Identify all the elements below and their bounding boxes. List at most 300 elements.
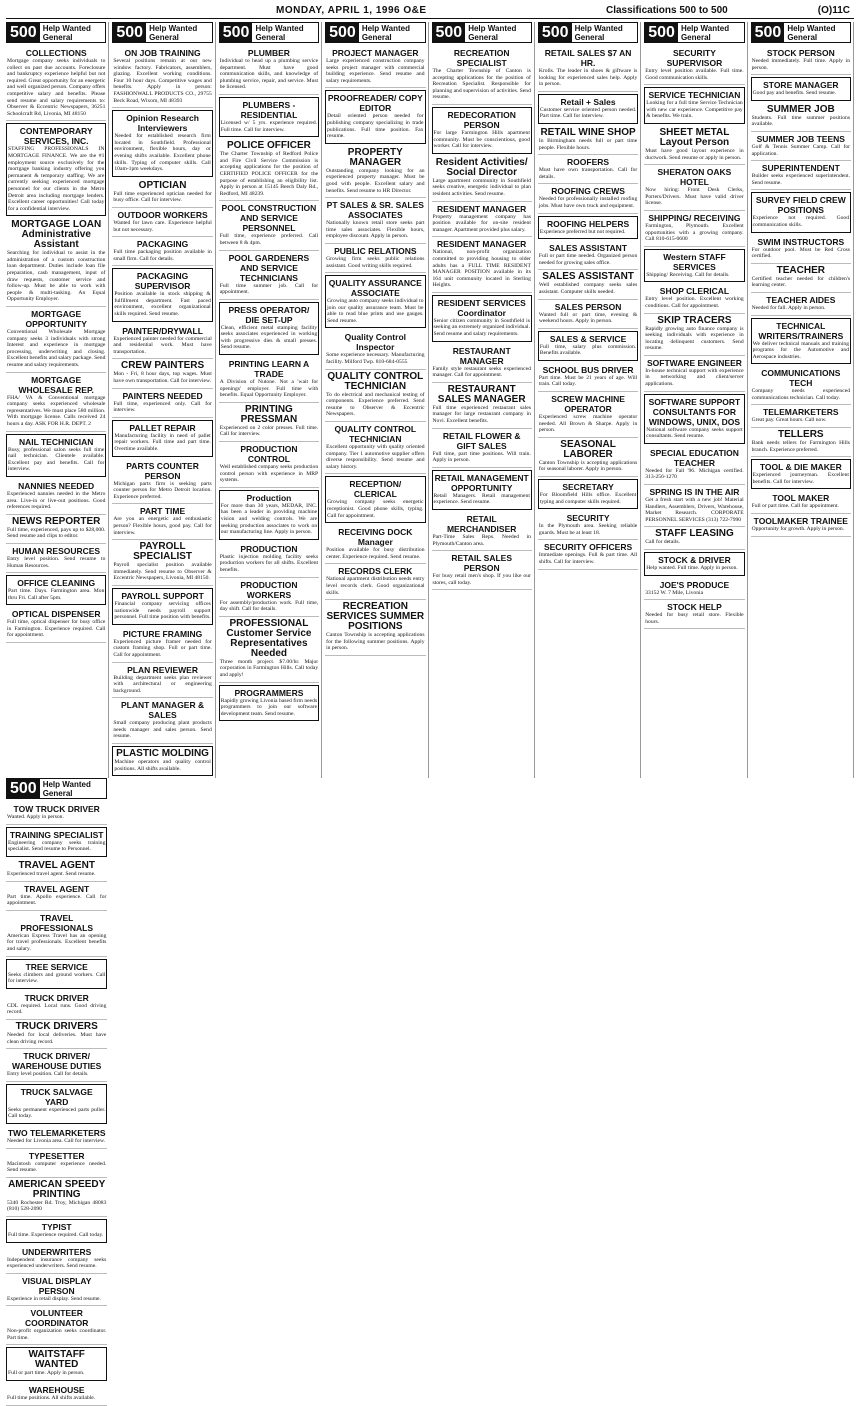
ad-body: Michigan parts firm is seeking parts counter person for Metro Detroit location. Experience preferred. [113, 480, 212, 500]
classified-ad [751, 46, 851, 75]
banner-label: Help Wanted General [42, 779, 91, 798]
ad-heading: VOLUNTEER COORDINATOR [24, 1308, 89, 1329]
classified-ad [751, 293, 851, 316]
ad-heading: SPRING IS IN THE AIR [649, 487, 740, 498]
ad-body: Full time experienced restaurant sales manager for large restaurant company in Novi. Excellent benefits. [432, 404, 531, 425]
ad-heading: NAIL TECHNICIAN [18, 436, 94, 447]
section-banner [112, 22, 212, 43]
classified-ad [219, 201, 319, 250]
ad-heading: QUALITY ASSURANCE ASSOCIATE [328, 278, 422, 299]
classified-ad [325, 90, 425, 143]
ad-heading: PLANT MANAGER & SALES [121, 700, 205, 721]
ad-body: Help wanted. Full time. Apply in person. [646, 565, 738, 571]
classified-ad [6, 959, 107, 989]
ad-body: Family style restaurant seeks experienced manager. Call for appointment. [432, 365, 531, 379]
banner-number: 500 [220, 23, 253, 42]
ad-heading: TRAVEL AGENT [18, 860, 95, 872]
ad-heading: SECRETARY [562, 482, 614, 493]
ad-body: Needed immediately. Full time. Apply in person. [751, 58, 850, 71]
ad-body: Seeks climbers and ground workers. Call for interview. [8, 971, 106, 985]
classified-ad [6, 373, 106, 432]
classified-ad [325, 370, 425, 422]
ad-body: Well established company seeks sales assistant. Computer skills needed. [538, 282, 638, 295]
ad-heading: RESIDENT SERVICES Coordinator [437, 297, 526, 318]
ad-body: Payroll specialist position available immediately. Send resume to Observer & Eccentric Newspapers, Livonia, MI 48150. [113, 562, 212, 582]
ad-body: Entry level position. Send resume to Human Resources. [7, 555, 106, 569]
ad-body: Some experience necessary. Manufacturing facility. Milford Twp. 810-684-0555 [326, 352, 425, 366]
ad-body: Full time summer job. Call for appointment. [219, 282, 319, 296]
ad-body: Plastic injection molding facility seeks production workers for all shifts. Excellent benefits. [219, 553, 319, 573]
ad-heading: TOOL & DIE MAKER [759, 462, 842, 473]
ad-heading: TRAVEL AGENT [24, 883, 90, 894]
ad-heading: RECREATION SPECIALIST [453, 48, 510, 68]
classified-ad [325, 275, 425, 328]
classified-ad [6, 859, 107, 882]
ad-body: Macintosh computer experience needed. Send resume. [7, 1160, 107, 1174]
ad-heading: ROOFING CREWS [551, 186, 625, 197]
classified-ad [219, 442, 319, 488]
ad-heading: PROJECT MANAGER [332, 48, 419, 58]
ad-heading: RECEIVING DOCK Manager [338, 527, 413, 548]
classified-ad [219, 302, 319, 355]
classified-ad [112, 420, 212, 457]
ad-heading: SUMMER JOB [766, 103, 835, 115]
classified-ad [6, 1245, 107, 1274]
ad-heading: PLUMBER [247, 48, 290, 58]
banner-label: Help Wanted General [680, 23, 730, 42]
ad-body: In-house technical support with experience in networking and client/server applications. [645, 367, 744, 388]
classified-columns [6, 22, 854, 1402]
classified-ad [6, 802, 107, 825]
classified-ad [538, 300, 638, 329]
classified-ad [219, 542, 319, 578]
ad-body: Machine operators and quality control positions. All shifts available. [114, 759, 211, 772]
ad-heading: TRAINING SPECIALIST [9, 829, 104, 840]
ad-body: Several positions remain at our new window factory. Fabricators, assemblers, glazing. Excellent working conditions. Four 10 hour days. Competitive wages and benefits. Apply in person: FASHIONWALL PRODUCTS CO., 29755 Beck Road, Wixom, MI 48393 [113, 58, 212, 104]
ad-heading: OPTICAL DISPENSER [11, 609, 101, 620]
ad-heading: RETAIL MERCHANDISER [446, 514, 517, 534]
classified-column [432, 22, 535, 778]
ad-heading: WAITSTAFF WANTED [28, 1349, 85, 1371]
ad-heading: SURVEY FIELD CREW POSITIONS [755, 195, 846, 216]
banner-number: 500 [539, 23, 572, 42]
ad-body: Searching for individual to assist in the administration of a custom construction loan department. Duties include loan file preparation, cash management, input of draw requests, customer service and follow-up. Must be able to work with people & multi-tasking. An Equal Opportunity Employer. [7, 250, 106, 303]
ad-body: Krolls. The leader in shoes & giftware is looking for experienced sales help. Apply in person. [538, 68, 638, 88]
classified-ad [6, 1274, 107, 1307]
ad-body: Part time. Days. Farmington area. Mon thru Fri. Call after 5pm. [8, 588, 105, 601]
ad-body: Good pay and benefits. Send resume. [752, 90, 837, 97]
classified-ad [751, 405, 851, 428]
ad-body: Looking for a full time Service Technician with new car experience. Competitive pay & benefits. We train. [646, 100, 743, 120]
banner-number: 500 [113, 23, 146, 42]
ad-body: Position available in stock shipping & fulfillment department. Fast paced environment, excellent organizational skills required. Send resume. [114, 291, 211, 318]
ad-body: Entry level position. Excellent working conditions. Call for appointment. [645, 296, 744, 309]
ad-body: Full time. Experience required. Call today. [8, 1231, 104, 1238]
banner-label: Help Wanted General [574, 23, 623, 42]
ad-body: Part time. Apollo experience. Call for appointment. [7, 893, 107, 907]
classified-ad [6, 1383, 107, 1406]
classified-ad [751, 459, 851, 489]
classified-ad [538, 126, 638, 155]
classified-ad [432, 344, 532, 383]
ad-heading: RECORDS CLERK [338, 566, 413, 577]
ad-body: Full or part time. Call for appointment. [751, 503, 839, 510]
classified-ad [112, 237, 212, 266]
ad-heading: SCREW MACHINE OPERATOR [551, 394, 625, 415]
classified-ad [432, 512, 532, 551]
ad-heading: CONTEMPORARY SERVICES, INC. [19, 126, 93, 147]
ad-body: Needed for busy retail store. Flexible hours. [645, 612, 744, 625]
ad-heading: Quality Control Inspector [344, 332, 406, 353]
ad-body: Now hiring: Front Desk Clerks, Porters/Drivers. Must have valid driver license. [645, 187, 744, 207]
ad-heading: SHEET METAL Layout Person [659, 126, 730, 148]
ad-body: Must have good layout experience in ductwork. Send resume or apply in person. [645, 147, 744, 161]
ad-body: Entry level position. Call for details. [7, 1071, 89, 1078]
ad-body: Position available for busy distribution center. Experience required. Send resume. [326, 547, 425, 560]
classified-ad [219, 685, 319, 722]
classified-ad [219, 617, 319, 683]
ad-body: Property management company has position available for on-site resident manager. Apartment provided plus salary. [432, 213, 531, 233]
ad-heading: SERVICE TECHNICIAN [648, 90, 741, 101]
classified-ad [6, 515, 106, 544]
ad-body: Experienced journeyman. Excellent benefits. Call for interview. [752, 472, 849, 485]
classified-ad [644, 211, 744, 247]
ad-body: Nationally known retail store seeks part time sales associates. Flexible hours, employee discount. Apply in person. [326, 220, 425, 240]
ad-heading: SALES ASSISTANT [549, 243, 628, 254]
classified-ad [644, 314, 744, 356]
classified-ad [644, 552, 744, 576]
ad-heading: QUALITY CONTROL TECHNICIAN [327, 370, 424, 392]
ad-body: Customer service oriented person needed. Part time. Call for interview. [539, 106, 637, 120]
ad-heading: PRESS OPERATOR/ DIE SET-UP [228, 304, 310, 325]
classified-ad [538, 46, 638, 92]
ad-heading: UNDERWRITERS [22, 1246, 92, 1257]
ad-heading: HUMAN RESOURCES [12, 545, 101, 556]
ad-body: Experienced screw machine operator needed. All Brown & Sharpe. Apply in person. [538, 414, 638, 434]
ad-body: 33152 W. 7 Mile, Livonia [645, 589, 704, 596]
ad-body: Get a fresh start with a new job! Material Handlers, Assemblers, Drivers, Warehouse, Market Research. CORPORATE PERSONNEL SERVICES (313) 722-7990 [645, 497, 744, 523]
ad-body: Full time, part time positions. Will train. Apply in person. [432, 450, 531, 464]
classified-ad [538, 184, 638, 213]
ad-heading: PROGRAMMERS [234, 687, 304, 698]
ad-heading: ROOFERS [567, 157, 610, 168]
ad-heading: PRINTING PRESSMAN [240, 403, 298, 425]
classified-ad [538, 94, 638, 124]
ad-body: Full time experienced optician needed for busy office. Call for interview. [113, 190, 212, 204]
ad-heading: TRUCK SALVAGE YARD [20, 1086, 93, 1107]
ad-heading: STOCK HELP [667, 602, 722, 613]
ad-body: Wanted for lawn care. Experience helpful but not necessary. [113, 219, 212, 233]
ad-heading: SOFTWARE SUPPORT CONSULTANTS FOR WINDOWS, UNIX, DOS [648, 396, 741, 427]
page-number: (O)11C [817, 5, 850, 16]
ad-body: Growing firm seeks public relations assistant. Good writing skills required. [326, 255, 425, 269]
ad-heading: RECREATION SERVICES SUMMER POSITIONS [326, 601, 425, 633]
ad-heading: SOFTWARE ENGINEER [646, 357, 742, 368]
ad-body: For outdoor pool. Must be Red Cross certified. [751, 246, 850, 260]
classified-ad [751, 491, 851, 514]
classified-ad [6, 1178, 107, 1217]
ad-body: Full time positions. All shifts available. [7, 1395, 96, 1402]
ad-heading: Production [246, 492, 292, 503]
ad-body: Senior citizen community in Southfield is seeking an extremely organized individual. Send resume and salary requirements. [433, 317, 530, 338]
classified-ad [644, 249, 744, 283]
ad-body: Full time, optical dispenser for busy office in Farmington. Experience required. Call for appointment. [7, 619, 106, 639]
ad-body: Needed for Livonia area. Call for interview. [7, 1137, 106, 1144]
ad-heading: PICTURE FRAMING [122, 628, 203, 639]
classified-ad [219, 139, 319, 201]
ad-heading: Western STAFF SERVICES [663, 251, 726, 272]
ad-heading: AMERICAN SPEEDY PRINTING [8, 1178, 106, 1200]
ad-body: Seeks permanent experienced parts puller. Call today. [8, 1106, 106, 1120]
ad-body: Conventional Wholesale Mortgage company seeks 3 individuals with strong Interest and experience in mortgage processing, underwriting and closing. Excellent benefits and salary package. Send resume and salary requirements. [7, 329, 106, 368]
classified-ad [112, 179, 212, 208]
page-header [6, 4, 854, 19]
ad-body: For assembly/production work. Full time, day shift. Call for details. [219, 599, 319, 613]
ad-body: Experienced picture framer needed for custom framing shop. Full or part time. Call for appointment. [113, 638, 212, 658]
banner-label: Help Wanted General [42, 23, 91, 42]
ad-heading: Resident Activities/ Social Director [435, 156, 528, 178]
ad-heading: STOCK & DRIVER [658, 555, 731, 565]
ad-heading: SHIPPING/ RECEIVING [648, 212, 741, 223]
classified-ad [538, 540, 638, 569]
ad-body: FHA/ VA & Conventional mortgage company seeks experienced wholesale representatives. We must place 580 million. With mortgage license. Calls received 24 hours a day. ASK FOR H.R. DEPT. 2 [7, 394, 106, 427]
ad-body: Excellent opportunity with quality oriented company. Tier 1 automotive supplier offers diverse responsibility. Send resume and salary history. [326, 444, 425, 470]
ad-body: Full time, experienced, pays up to $28,000. Send resume and clips to editor. [7, 526, 106, 540]
classified-ad [432, 551, 532, 590]
ad-body: We deliver technical manuals and training programs for the Automotive and Aerospace industries. [752, 340, 849, 360]
classified-ad [644, 126, 744, 165]
classified-ad [751, 161, 851, 190]
ad-body: Certified teacher needed for children's learning center. [751, 275, 850, 289]
classified-ad [6, 1020, 107, 1049]
ad-body: Busy, professional salon seeks full time nail technician. Clientele available. Excellent pay and benefits. Call for interview. [8, 446, 105, 473]
ad-heading: SHERATON OAKS HOTEL [657, 167, 732, 188]
classified-ad [751, 366, 851, 405]
ad-body: Full or part time. Apply in person. [8, 1370, 85, 1377]
classified-ad [751, 77, 851, 101]
ad-heading: TRUCK DRIVER/ WAREHOUSE DUTIES [12, 1051, 102, 1072]
ad-heading: STOCK PERSON [766, 48, 835, 58]
ad-heading: POOL GARDENERS AND SERVICE TECHNICIANS [228, 252, 310, 283]
ad-body: Large experienced construction company seeks project manager with commercial building experience. Send resume and salary requirements. [326, 58, 425, 84]
classified-ad [6, 46, 106, 121]
classified-ad [112, 324, 212, 360]
ad-heading: PACKAGING [136, 239, 189, 250]
ad-heading: TYPIST [41, 1221, 72, 1232]
classified-column [644, 22, 747, 778]
banner-label: Help Wanted General [468, 23, 517, 42]
ad-heading: TOOLMAKER TRAINEE [753, 516, 848, 527]
ad-heading: NANNIES NEEDED [18, 480, 95, 491]
classified-column [538, 22, 641, 778]
ad-heading: TEACHER [776, 264, 825, 276]
classified-ad [6, 1126, 107, 1149]
ad-body: Immediate openings. Full & part time. All shifts. Call for interview. [538, 552, 638, 565]
ad-heading: OUTDOOR WORKERS [117, 209, 208, 220]
ad-body: 5340 Rochester Rd. Troy, Michigan 48083 (810) 528-2090 [7, 1199, 107, 1213]
ad-heading: POOL CONSTRUCTION AND SERVICE PERSONNEL [221, 203, 317, 234]
ad-body: Financial company servicing offices nationwide needs payroll support personnel. Full time position with benefits. [114, 600, 211, 621]
ad-heading: SALES PERSON [554, 301, 622, 312]
classified-ad [112, 663, 212, 699]
classified-ad [644, 46, 744, 85]
ad-heading: PT SALES & SR. SALES ASSOCIATES [326, 200, 424, 221]
ad-body: Golf & Tennis Summer Camp. Call for application. [751, 143, 850, 157]
banner-number: 500 [752, 23, 785, 42]
classified-ad [112, 46, 212, 108]
classified-ad [751, 103, 851, 132]
ad-body: Experience preferred but not required. [539, 228, 626, 235]
ad-body: Experienced nannies needed in the Metro area. Live-in or live-out positions. Good references required. [7, 490, 106, 511]
classified-ad [751, 192, 851, 232]
section-banner [6, 778, 107, 799]
classified-ad [751, 514, 851, 537]
ad-body: Large apartment community in Southfield seeks creative, energetic individual to plan resident activities. Send resume. [432, 177, 531, 197]
classified-ad [112, 698, 212, 744]
ad-body: Call for details. [645, 539, 680, 546]
classified-ad [432, 107, 532, 154]
classified-ad [751, 132, 851, 161]
section-banner [219, 22, 319, 43]
classified-ad [751, 318, 851, 365]
ad-heading: TWO TELEMARKETERS [7, 1127, 106, 1138]
classified-column [6, 778, 109, 1405]
banner-number: 500 [7, 779, 40, 798]
ad-body: Needed for fall. Apply in person. [751, 304, 826, 311]
ad-heading: SUMMER JOB TEENS [756, 133, 845, 144]
ad-body: Retail Managers. Retail management experience. Send resume. [433, 492, 530, 506]
ad-heading: RECEPTION/ CLERICAL [349, 479, 402, 500]
classified-ad [219, 251, 319, 300]
ad-heading: TELLERS [778, 429, 824, 441]
ad-body: Experienced on 2 color presses. Full time. Call for interview. [219, 424, 319, 438]
ad-body: Must have own transportation. Call for details. [538, 167, 638, 180]
classified-column [6, 22, 109, 778]
classified-ad [325, 422, 425, 474]
ad-heading: PROOFREADER/ COPY EDITOR [327, 93, 423, 114]
ad-heading: PALLET REPAIR [129, 422, 196, 433]
classified-ad [751, 264, 851, 293]
classified-ad [219, 46, 319, 95]
ad-heading: TOW TRUCK DRIVER [13, 804, 100, 815]
ad-heading: POLICE OFFICER [226, 140, 311, 152]
ad-body: Engineering company seeks training specialist. Send resume to Personnel. [8, 839, 106, 853]
ad-heading: SKIP TRACERS [657, 314, 732, 326]
ad-heading: PAINTER/DRYWALL [122, 325, 203, 336]
ad-heading: PROFESSIONAL Customer Service Representatives Needed [226, 617, 312, 659]
ad-body: Licensed w/ 5 yrs. experience required. Full time. Call for interview. [220, 119, 318, 133]
ad-heading: TRUCK DRIVER [24, 992, 89, 1003]
ad-body: Needed for Fall '96. Michigan certified. 313-256-1270 [645, 467, 744, 481]
section-banner [325, 22, 425, 43]
section-banner [644, 22, 744, 43]
ad-body: Building department seeks plan reviewer with architectural or engineering background. [113, 674, 212, 694]
ad-body: Opportunity for growth. Apply in person. [751, 526, 845, 533]
classified-ad [644, 165, 744, 211]
ad-heading: ON JOB TRAINING [124, 48, 201, 58]
ad-body: Independent insurance company seeks experienced underwriters. Send resume. [7, 1256, 107, 1270]
classified-ad [6, 123, 106, 216]
classified-ad [538, 331, 638, 361]
ad-heading: SWIM INSTRUCTORS [757, 236, 845, 247]
ad-body: Canton Township is accepting applications for the following summer positions. Apply in person. [326, 632, 425, 652]
banner-label: Help Wanted General [361, 23, 410, 42]
classified-ad [644, 394, 744, 444]
classified-ad [644, 600, 744, 629]
ad-body: To do electrical and mechanical testing of components. Experience preferred. Send resume to Observer & Eccentric Newspapers. [326, 391, 425, 418]
ad-body: Non-profit organization seeks coordinator. Part time. [7, 1328, 107, 1341]
ad-body: Rapidly growing Livonia based firm needs programmers to join our software development team. Send resume. [220, 697, 318, 717]
ad-body: For Bloomfield Hills office. Excellent typing and computer skills required. [539, 492, 637, 505]
classified-column [325, 22, 428, 778]
ad-body: Needed for professionally installed roofing jobs. Must have own truck and equipment. [538, 196, 638, 209]
ad-heading: PAINTERS NEEDED [122, 390, 203, 401]
classified-ad [6, 827, 107, 857]
section-banner [751, 22, 851, 43]
section-banner [6, 22, 106, 43]
banner-label: Help Wanted General [255, 23, 304, 42]
ad-heading: PACKAGING SUPERVISOR [134, 271, 191, 292]
ad-body: Clean, efficient metal stamping facility seeks associates experienced in working with progressive dies & small presses. Send resume. [220, 324, 318, 351]
classified-ad [6, 307, 106, 373]
classified-ad [644, 446, 744, 485]
classified-ad [432, 383, 532, 429]
classified-ad [432, 295, 532, 342]
classified-ad [538, 438, 638, 477]
classified-ad [325, 146, 425, 198]
classified-ad [325, 476, 425, 523]
classified-ad [6, 882, 107, 911]
ad-heading: STORE MANAGER [763, 80, 839, 91]
ad-heading: TRAVEL PROFESSIONALS [20, 912, 94, 933]
classified-ad [112, 746, 212, 776]
ad-heading: PARTS COUNTER PERSON [126, 460, 199, 481]
ad-heading: NEWS REPORTER [12, 515, 101, 527]
ad-body: STAFFING PROFESSIONALS IN MORTGAGE FINANCE. We are the #1 employment source exclusively for the mortgage banking industry offering you permanent & temporary staffing. We are currently seeking experienced mortgage personnel for our clients in the Metro Detroit area including mortgage lenders. Excellent career opportunities! Call today for a confidential interview. [8, 146, 105, 212]
ad-body: Rapidly growing auto finance company is seeking individuals with experience in locating delinquent customers. Send resume. [645, 325, 744, 352]
ad-heading: WAREHOUSE [28, 1385, 85, 1396]
ad-body: Canton Township is accepting applications for seasonal laborer. Apply in person. [538, 459, 638, 473]
ad-heading: VISUAL DISPLAY PERSON [21, 1275, 92, 1296]
ad-heading: Opinion Research Interviewers [126, 113, 199, 134]
classified-ad [432, 237, 532, 293]
ad-heading: SHOP CLERICAL [659, 286, 730, 297]
ad-heading: SEASONAL LABORER [560, 438, 616, 460]
ad-heading: MORTGAGE LOAN Administrative Assistant [11, 219, 102, 251]
ad-heading: TYPESETTER [28, 1150, 85, 1161]
banner-label: Help Wanted General [787, 23, 836, 42]
banner-number: 500 [433, 23, 466, 42]
ad-heading: JOE'S PRODUCE [659, 579, 730, 590]
ad-body: Experience in retail display. Send resume. [7, 1295, 101, 1302]
ad-heading: MORTGAGE WHOLESALE REP. [18, 374, 94, 395]
ad-body: Part time. Must be 21 years of age. Will train. Call today. [538, 374, 638, 388]
classified-ad [538, 241, 638, 270]
ad-body: Builder seeks experienced superintendent. Send resume. [751, 173, 850, 186]
ad-heading: PAYROLL SPECIALIST [133, 541, 193, 563]
ad-body: CDL required. Local runs. Good driving record. [7, 1002, 107, 1016]
classified-ad [325, 244, 425, 273]
banner-number: 500 [326, 23, 359, 42]
classified-ad [644, 485, 744, 527]
classified-ad [6, 575, 106, 605]
ad-body: Growing company seeks energetic receptionist. Good phone skills, typing. Call for appointment. [327, 499, 424, 519]
ad-heading: RETAIL MANAGEMENT OPPORTUNITY [434, 472, 529, 493]
classified-ad [325, 564, 425, 600]
classified-column [112, 22, 215, 778]
ad-heading: SALES ASSISTANT [542, 271, 634, 283]
ad-heading: CREW PAINTERS [120, 360, 205, 372]
